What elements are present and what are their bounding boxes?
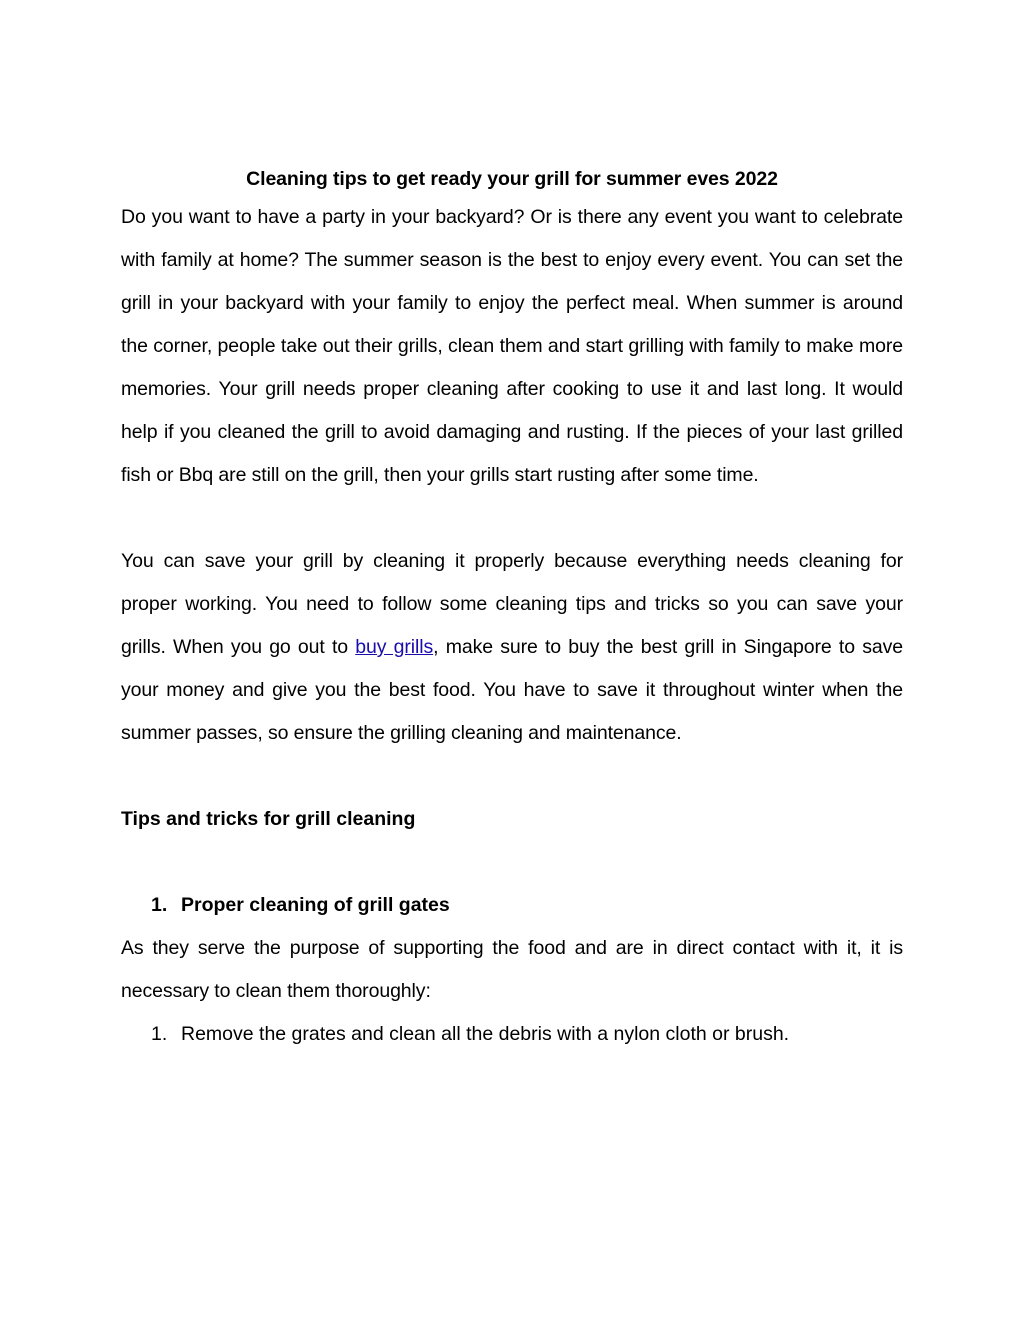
paragraph-spacer: [121, 755, 903, 798]
second-paragraph: [121, 540, 903, 755]
paragraph-spacer: [121, 841, 903, 884]
list-item-number: 1.: [151, 1023, 168, 1045]
intro-paragraph: Do you want to have a party in your backyard? Or is there any event you want to celebrate with family at home? The summer season is the best to enjoy every event. You can set the grill in your backyard with your family to enjoy the perfect meal. When summer is around the corner, people take out their grills, clean them and start grilling with family to make more memories. Your grill needs proper cleaning after cooking to use it and last long. It would help if you cleaned the grill to avoid damaging and rusting. If the pieces of your last grilled fish or Bbq are still on the grill, then your grills start rusting after some time.: [121, 206, 903, 486]
second-paragraph-text-start: You can save your grill by cleaning it properly because everything needs cleaning for proper working. You need to follow some cleaning tips and tricks so you can save your grills. When you go out to: [121, 550, 903, 658]
subheading-number: 1.: [151, 894, 168, 916]
paragraph-spacer: [121, 497, 903, 540]
document-title: Cleaning tips to get ready your grill for summer eves 2022: [246, 168, 778, 190]
subheading-text: Proper cleaning of grill gates: [181, 894, 450, 916]
list-item-text: Remove the grates and clean all the debris with a nylon cloth or brush.: [181, 1023, 790, 1045]
list-item: [121, 1013, 903, 1056]
third-paragraph: As they serve the purpose of supporting the food and are in direct contact with it, it is necessary to clean them thoroughly:: [121, 937, 903, 1002]
subheading: [121, 884, 903, 927]
second-paragraph-text-end: , make sure to buy the best grill in Singapore to save your money and give you the best food. You have to save it throughout winter when the summer passes, so ensure the grilling cleaning and maintenance.: [121, 636, 903, 744]
buy-grills-link[interactable]: buy grills: [355, 636, 434, 658]
section-heading: Tips and tricks for grill cleaning: [121, 808, 416, 830]
document-page: [121, 163, 903, 1056]
